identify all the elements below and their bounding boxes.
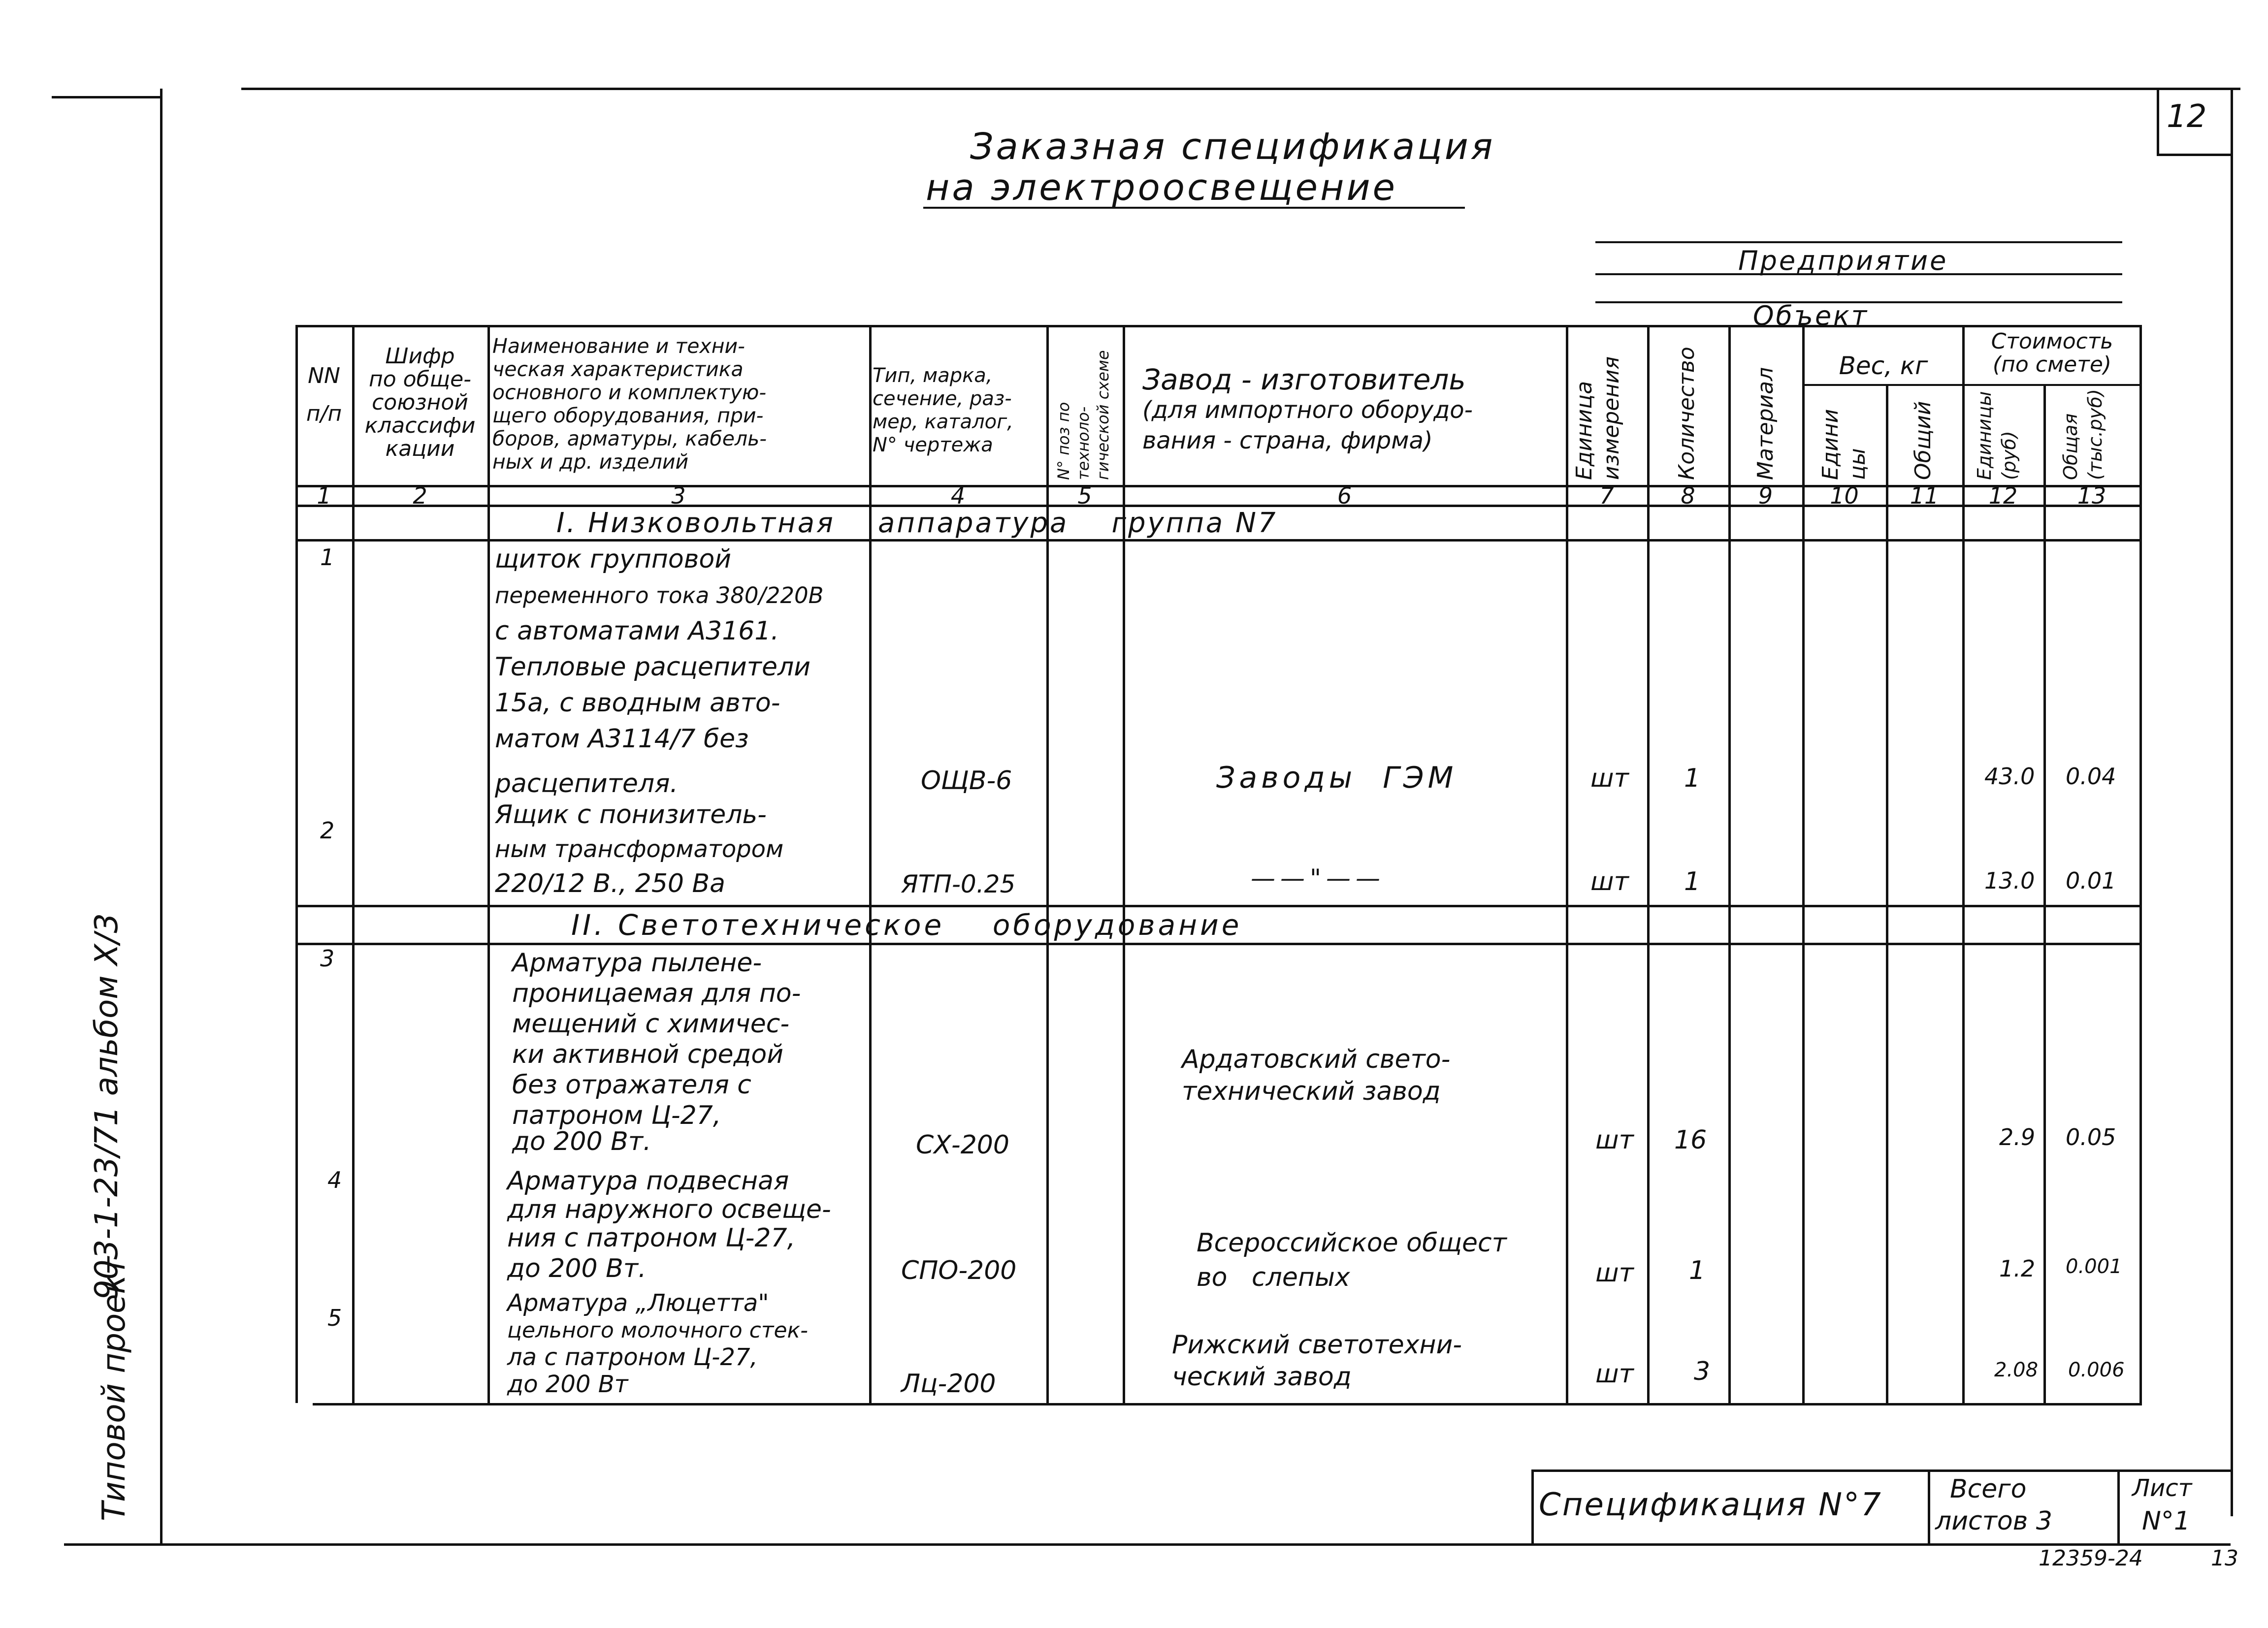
table-top-line <box>295 325 2142 327</box>
table-row-3-total: 0.05 <box>2066 1124 2116 1150</box>
header-col11: Общий <box>1911 401 1936 480</box>
header-col6: Завод - изготовитель (для импортного оборудо- вания - страна, фирма) <box>1142 363 1473 454</box>
table-row-3-maker: Ардатовский свето- технический завод <box>1182 1045 1451 1106</box>
footer-code: 12359-24 <box>2039 1546 2143 1571</box>
row-number-3: 3 <box>320 945 335 972</box>
col-number-6: 6 <box>1337 482 1352 509</box>
table-row-4-description: Арматура подвесная для наружного освеще- ния с патроном Ц-27, до 200 Вт. <box>507 1166 831 1283</box>
table-bottom-line <box>313 1403 2142 1405</box>
enterprise-line-top <box>1595 241 2122 243</box>
frame-right-border <box>2231 89 2233 1516</box>
stamp-divider-2 <box>2117 1469 2120 1543</box>
object-label: Объект <box>1753 300 1869 331</box>
page-number-box-bottom <box>2157 154 2233 156</box>
row-number-1: 1 <box>320 544 335 571</box>
col-line-12 <box>2043 384 2046 1403</box>
page-number-box-left <box>2157 89 2159 155</box>
table-row-1-total: 0.04 <box>2066 763 2116 790</box>
header-col4: Тип, марка, сечение, раз- мер, каталог, N° чертежа <box>873 364 1013 456</box>
header-col8: Количество <box>1674 347 1699 480</box>
table-row-5-qty: 3 <box>1694 1357 1711 1386</box>
table-row-3-qty: 16 <box>1674 1125 1707 1155</box>
stamp-sheet-label: Лист <box>2132 1474 2192 1502</box>
title-underline <box>923 207 1465 209</box>
weight-group-line <box>1802 384 1965 386</box>
col-number-4: 4 <box>950 482 966 509</box>
table-row-5-unit: шт <box>1595 1359 1634 1389</box>
header-col1: NN п/п <box>306 363 342 426</box>
frame-left-border <box>160 89 162 1546</box>
enterprise-line <box>1595 273 2122 275</box>
cost-group-line <box>1962 384 2142 386</box>
table-row-2-price: 13.0 <box>1984 867 2035 894</box>
top-left-border <box>52 96 162 98</box>
row-number-4: 4 <box>327 1167 342 1193</box>
stamp-top-line <box>1531 1469 2231 1472</box>
table-row-2-unit: шт <box>1590 867 1629 896</box>
table-row-3-description: Арматура пылене- проницаемая для по- мещений с химичес- ки активной средой без отражателя с патроном Ц-27, до 200 Вт. <box>512 948 801 1156</box>
col-line-13 <box>2139 325 2142 1403</box>
table-row-4-type: СПО-200 <box>901 1256 1017 1285</box>
section-2-heading: II. Светотехническое оборудование <box>571 908 1242 942</box>
col-number-3: 3 <box>671 482 686 509</box>
row-number-2: 2 <box>320 817 335 844</box>
table-row-2-description: Ящик с понизитель- ным трансформатором 220/12 В., 250 Ва <box>495 800 784 898</box>
header-col3: Наименование и техни- ческая характеристика основного и комплектую- щего оборудования, при- боров, арматуры, кабель- ных и др. изделий <box>492 334 767 474</box>
table-row-2-type: ЯТП-0.25 <box>901 870 1016 898</box>
page-number: 12 <box>2167 98 2207 135</box>
section2-bottom-line <box>295 943 2142 945</box>
header-col5: N° поз по техноло- гической схеме <box>1054 350 1112 480</box>
table-row-1-qty: 1 <box>1684 764 1701 793</box>
row-number-5: 5 <box>327 1305 342 1331</box>
table-row-5-maker: Рижский светотехни- ческий завод <box>1172 1330 1462 1392</box>
frame-bottom-border <box>64 1543 2231 1546</box>
header-col9: Материал <box>1753 367 1778 480</box>
header-cost-group: Стоимость (по смете) <box>1991 329 2113 377</box>
table-row-1-unit: шт <box>1590 764 1629 793</box>
table-row-3-unit: шт <box>1595 1125 1634 1155</box>
col-number-13: 13 <box>2077 482 2106 509</box>
col-number-9: 9 <box>1758 482 1773 509</box>
section2-top-line <box>295 905 2142 907</box>
col-number-8: 8 <box>1681 482 1695 509</box>
col-number-12: 12 <box>1988 482 2018 509</box>
table-row-4-unit: шт <box>1595 1258 1634 1288</box>
header-col10: Едини цы <box>1818 409 1870 480</box>
table-row-2-total: 0.01 <box>2066 867 2116 894</box>
stamp-left-line <box>1531 1469 1534 1543</box>
header-col13: Общая (тыс.руб) <box>2060 389 2106 480</box>
stamp-total-label: Всего <box>1950 1474 2027 1504</box>
table-row-5-type: Лц-200 <box>901 1369 996 1399</box>
table-row-2-maker: ——"—— <box>1251 864 1385 893</box>
footer-page: 13 <box>2211 1546 2238 1571</box>
header-weight-group: Вес, кг <box>1839 351 1928 380</box>
col-number-7: 7 <box>1599 482 1614 509</box>
table-row-1-price: 43.0 <box>1984 763 2035 790</box>
table-row-5-total: 0.006 <box>2068 1359 2125 1381</box>
col-number-5: 5 <box>1077 482 1092 509</box>
table-row-3-price: 2.9 <box>1999 1124 2036 1150</box>
table-row-4-maker: Всероссийское общест во слепых <box>1197 1228 1507 1292</box>
frame-top-border <box>241 88 2240 90</box>
header-col12: Единицы (руб) <box>1974 391 2020 480</box>
table-row-5-description: Арматура „Люцетта" цельного молочного стек- ла с патроном Ц-27, до 200 Вт <box>507 1289 808 1398</box>
table-row-4-total: 0.001 <box>2066 1255 2122 1278</box>
table-row-5-price: 2.08 <box>1994 1359 2039 1381</box>
enterprise-label: Предприятие <box>1738 245 1948 276</box>
col-number-11: 11 <box>1910 482 1939 509</box>
table-row-1-maker: Заводы ГЭМ <box>1216 761 1458 795</box>
stamp-spec-label: Спецификация N°7 <box>1539 1487 1882 1523</box>
section-1-heading: I. Низковольтная аппаратура группа N7 <box>556 507 1278 539</box>
table-row-2-qty: 1 <box>1684 867 1701 896</box>
stamp-divider-1 <box>1928 1469 1930 1543</box>
col-number-10: 10 <box>1830 482 1859 509</box>
table-row-1-description: щиток групповой переменного тока 380/220В с автоматами А3161. Тепловые расцепители 15а, с вводным авто- матом А3114/7 без расцепителя. <box>495 544 824 798</box>
table-row-4-price: 1.2 <box>1999 1255 2036 1282</box>
page-title-line1: Заказная спецификация <box>970 126 1495 168</box>
header-col7: Единица измерения <box>1572 356 1624 480</box>
side-text-project: Типовой проект <box>96 1256 132 1521</box>
header-col2: Шифр по обще- союзной классифи кации <box>364 344 476 461</box>
col-line-10 <box>1886 384 1888 1403</box>
col-number-2: 2 <box>413 482 427 509</box>
col-number-1: 1 <box>317 482 331 509</box>
table-row-1-type: ОЩВ-6 <box>921 766 1012 796</box>
stamp-total-value: листов 3 <box>1935 1506 2052 1536</box>
table-row-3-type: СХ-200 <box>916 1130 1009 1160</box>
page-title-line2: на электроосвещение <box>926 166 1398 209</box>
side-text-album: 903-1-23/71 альбом X/3 <box>89 913 125 1300</box>
table-row-4-qty: 1 <box>1689 1256 1706 1285</box>
stamp-sheet-value: N°1 <box>2142 1506 2190 1536</box>
